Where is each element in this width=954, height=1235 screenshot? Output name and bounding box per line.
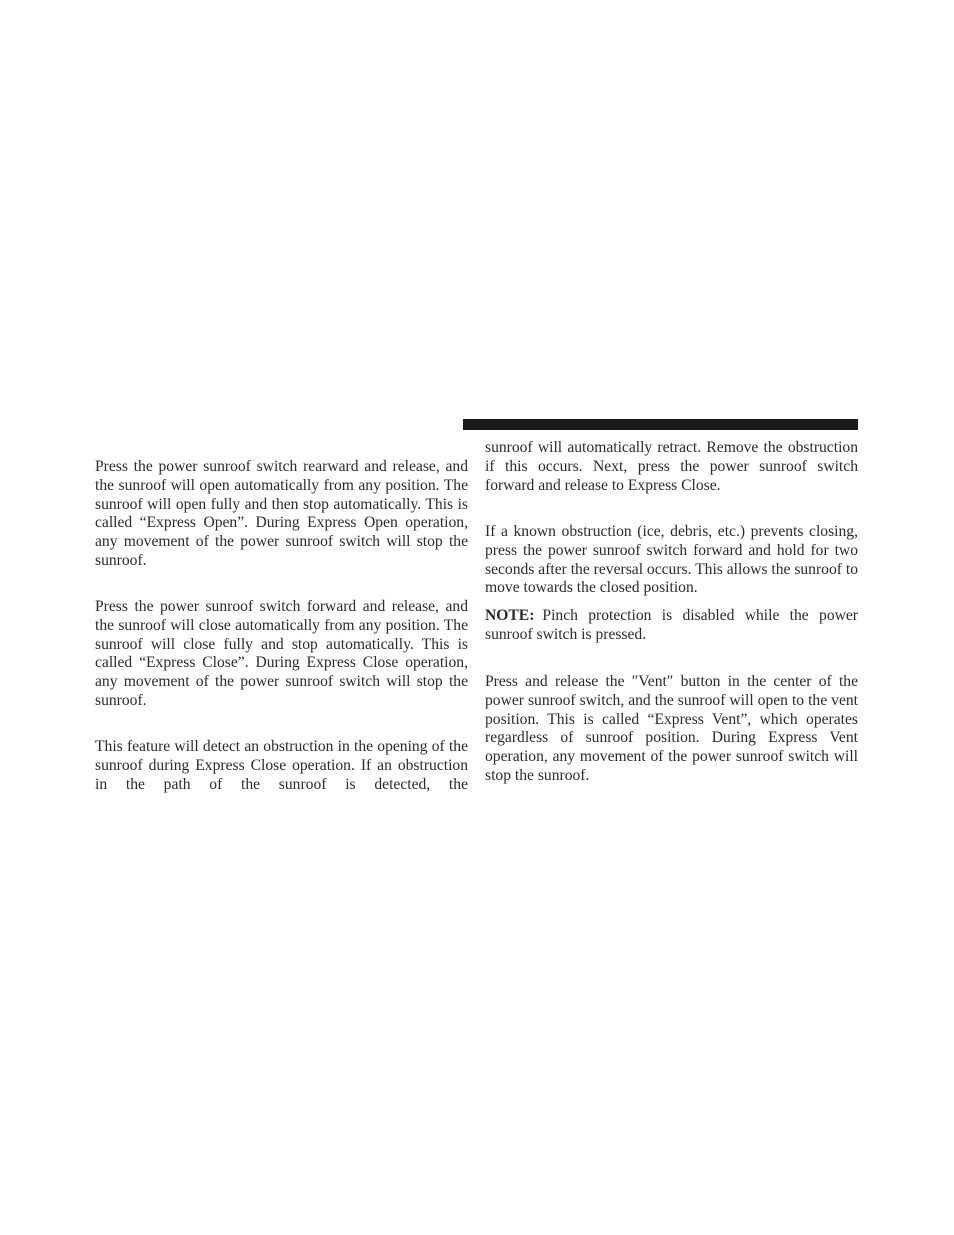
left-column — [95, 458, 468, 571]
pinch-protect-paragraph: This feature will detect an obstruction in the opening of the sunroof during Express Close operation. If an obstruction in the path of the sunroof is detected, the — [95, 738, 468, 793]
left-column-express-close — [95, 598, 468, 711]
express-open-paragraph: Press the power sunroof switch rearward and release, and the sunroof will open automatically from any position. The sunroof will open fully and then stop automatically. This is called “Express Open”. During Express Open operation, any movement of the power sunroof switch will stop the sunroof. — [95, 458, 468, 569]
express-vent-paragraph: Press and release the ″Vent″ button in the center of the power sunroof switch, and the sunroof will open to the vent position. This is called “Express Vent”, which operates regardless of sunroof position. During Express Vent operation, any movement of the power sunroof switch will stop the sunroof. — [485, 673, 858, 784]
right-column-note — [485, 607, 858, 645]
right-column-known-obstruction — [485, 523, 858, 598]
right-column-express-vent — [485, 673, 858, 786]
note-text: Pinch protection is disabled while the power sunroof switch is pressed. — [485, 607, 858, 643]
pinch-protect-continued-paragraph: sunroof will automatically retract. Remove the obstruction if this occurs. Next, press the power sunroof switch forward and release to Express Close. — [485, 439, 858, 494]
known-obstruction-paragraph: If a known obstruction (ice, debris, etc.) prevents closing, press the power sunroof switch forward and hold for two seconds after the reversal occurs. This allows the sunroof to move towards the closed position. — [485, 523, 858, 597]
express-close-paragraph: Press the power sunroof switch forward and release, and the sunroof will close automatically from any position. The sunroof will close fully and stop automatically. This is called “Express Close”. During Express Close operation, any movement of the power sunroof switch will stop the sunroof. — [95, 598, 468, 709]
note-label: NOTE: — [485, 607, 535, 624]
right-column-pinch-cont — [485, 439, 858, 495]
left-column-pinch-protect — [95, 738, 468, 794]
section-divider-bar — [463, 419, 858, 430]
note-paragraph — [485, 607, 858, 645]
